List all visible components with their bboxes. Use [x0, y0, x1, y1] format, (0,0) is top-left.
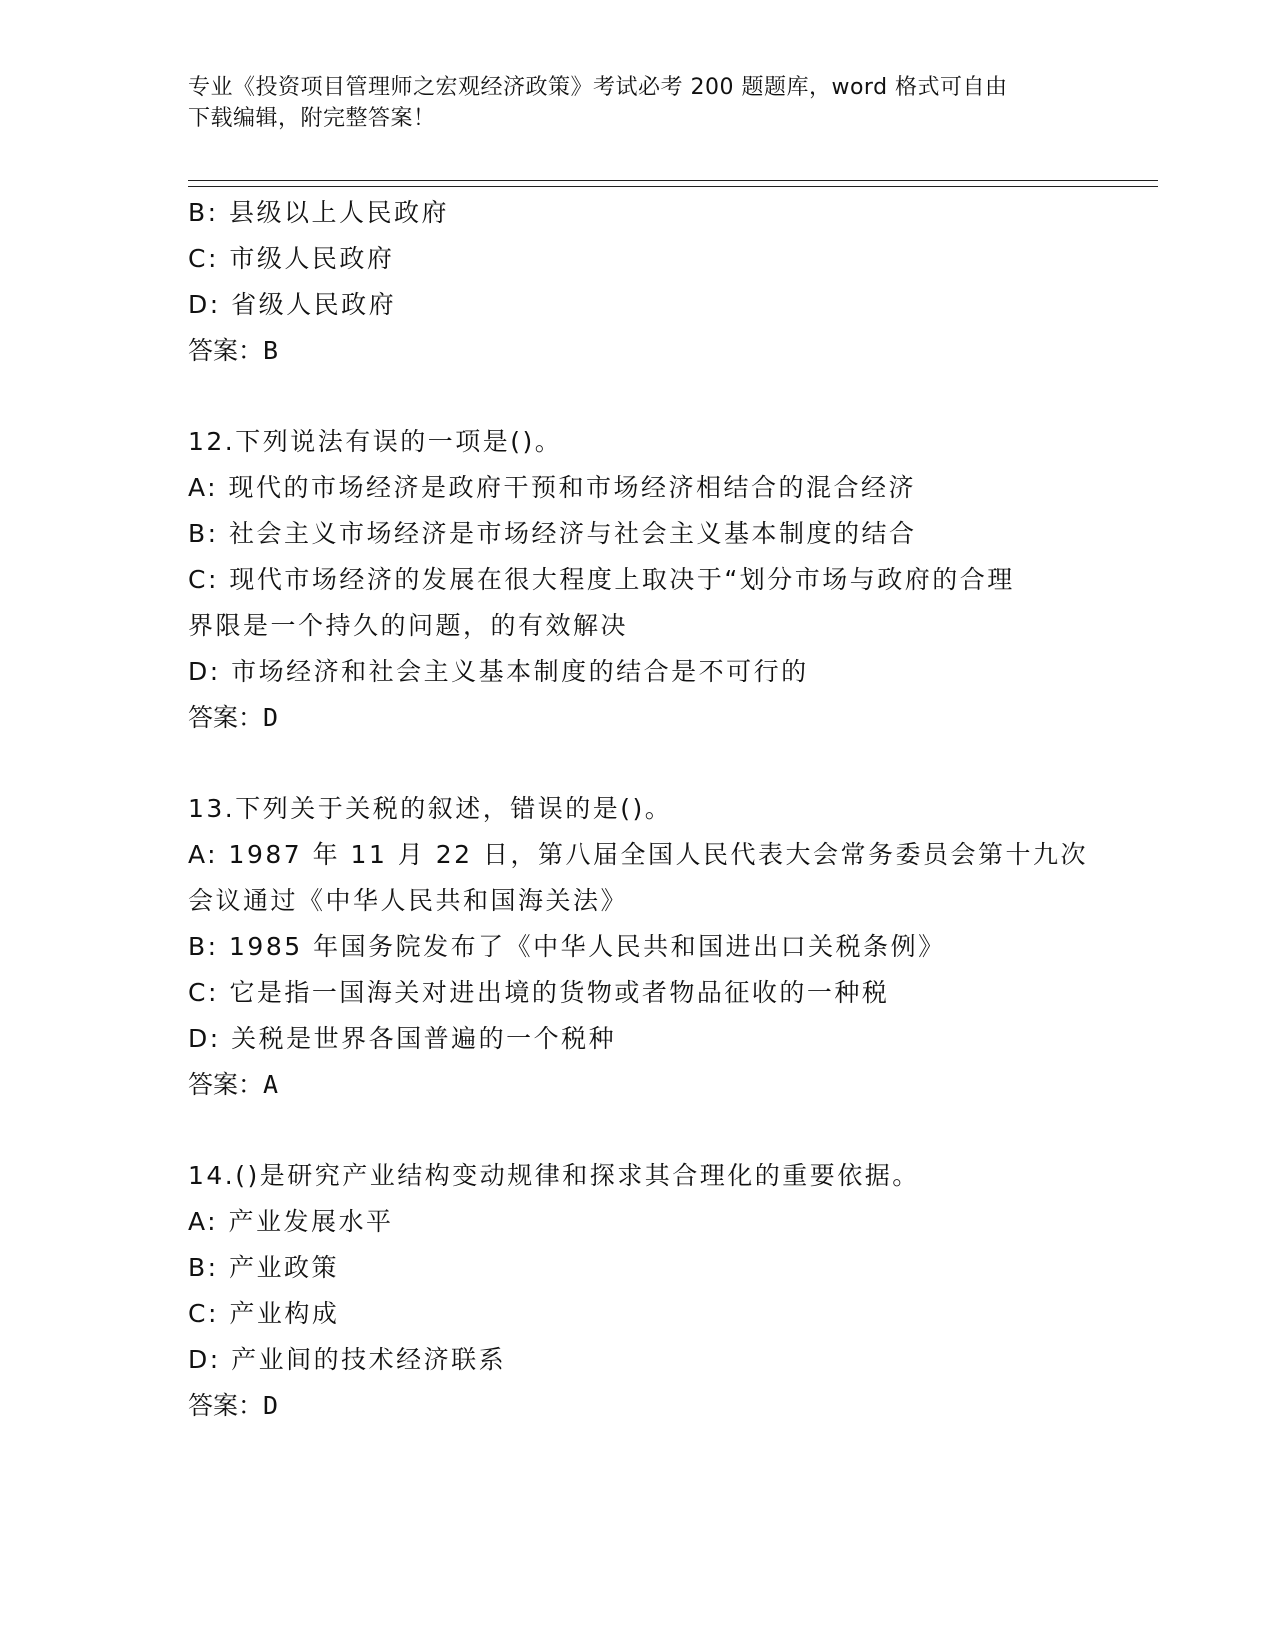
option-b: B: 1985 年国务院发布了《中华人民共和国进出口关税条例》 — [188, 932, 946, 961]
option-c-line-2: 界限是一个持久的问题，的有效解决 — [188, 611, 629, 640]
option-a: A: 产业发展水平 — [188, 1207, 394, 1236]
question-spacer — [188, 374, 1088, 419]
option-b: B: 县级以上人民政府 — [188, 198, 450, 227]
answer-label: 答案：B — [188, 336, 279, 365]
header-divider-bottom — [188, 186, 1158, 187]
question-text: 14.()是研究产业结构变动规律和探求其合理化的重要依据。 — [188, 1161, 920, 1190]
question-13 — [188, 786, 1088, 1108]
header-divider-top — [188, 180, 1158, 181]
header-line-1: 专业《投资项目管理师之宏观经济政策》考试必考 200 题题库，word 格式可自由 — [188, 75, 1008, 100]
header-line-2: 下载编辑，附完整答案！ — [188, 106, 436, 131]
option-b: B: 产业政策 — [188, 1253, 340, 1282]
question-14 — [188, 1153, 1088, 1429]
answer-label: 答案：D — [188, 703, 279, 732]
question-spacer — [188, 1108, 1088, 1153]
option-c: C: 产业构成 — [188, 1299, 340, 1328]
option-a-line-2: 会议通过《中华人民共和国海关法》 — [188, 886, 629, 915]
option-b: B: 社会主义市场经济是市场经济与社会主义基本制度的结合 — [188, 519, 917, 548]
option-a: A: 现代的市场经济是政府干预和市场经济相结合的混合经济 — [188, 473, 917, 502]
question-spacer — [188, 741, 1088, 786]
option-d: D: 关税是世界各国普遍的一个税种 — [188, 1024, 617, 1053]
question-text: 12.下列说法有误的一项是()。 — [188, 427, 563, 456]
option-d: D: 省级人民政府 — [188, 290, 397, 319]
question-12 — [188, 419, 1088, 741]
option-d: D: 市场经济和社会主义基本制度的结合是不可行的 — [188, 657, 809, 686]
option-c-line-1: C: 现代市场经济的发展在很大程度上取决于“划分市场与政府的合理 — [188, 565, 1015, 594]
option-a-line-1: A: 1987 年 11 月 22 日，第八届全国人民代表大会常务委员会第十九次 — [188, 840, 1089, 869]
option-c: C: 它是指一国海关对进出境的货物或者物品征收的一种税 — [188, 978, 890, 1007]
option-c: C: 市级人民政府 — [188, 244, 395, 273]
option-d: D: 产业间的技术经济联系 — [188, 1345, 507, 1374]
document-header — [188, 72, 1068, 134]
question-list — [188, 190, 1088, 1429]
answer-label: 答案：D — [188, 1391, 279, 1420]
answer-label: 答案：A — [188, 1070, 279, 1099]
question-11-tail — [188, 190, 1088, 374]
question-text: 13.下列关于关税的叙述，错误的是()。 — [188, 794, 673, 823]
